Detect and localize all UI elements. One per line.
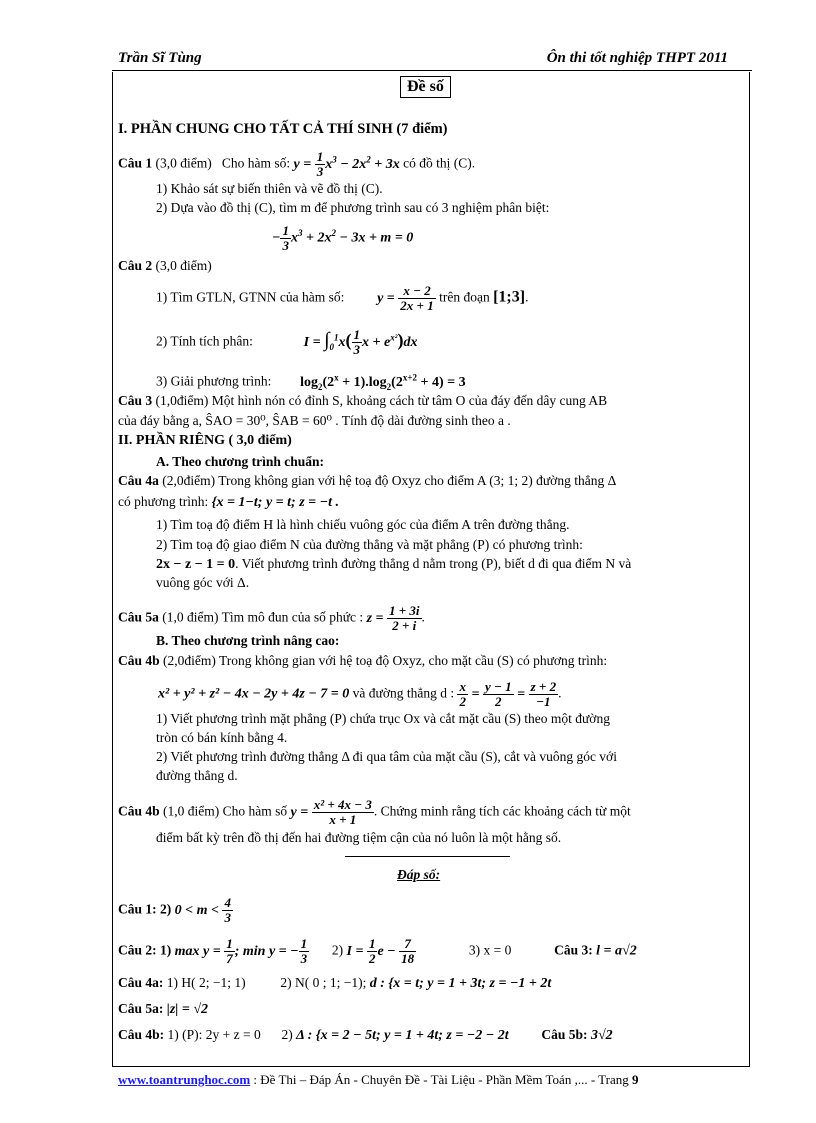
q5b-line2: điểm bất kỳ trên đồ thị đến hai đường tiệm cận của nó luôn là một hằng số. <box>156 830 562 845</box>
q5b-tail: . Chứng minh rằng tích các khoảng cách từ một <box>373 803 631 819</box>
q1-part2: 2) Dựa vào đồ thị (C), tìm m để phương trình sau có 3 nghiệm phân biệt: <box>156 200 550 215</box>
q4b-part1-line2: tròn có bán kính bằng 4. <box>156 730 288 745</box>
q4b-part2-line1: 2) Viết phương trình đường thẳng Δ đi qua tâm của mặt cầu (S), cắt và vuông góc với <box>156 749 617 764</box>
answer-1 <box>118 896 233 925</box>
a5b-label: Câu 5b: <box>541 1027 588 1042</box>
q5b-label: Câu 4b <box>118 803 160 819</box>
a3-value: l = a√2 <box>596 943 637 959</box>
question-2 <box>118 257 212 275</box>
answer-separator <box>345 856 510 857</box>
q1-tail: có đồ thị (C). <box>403 155 476 171</box>
q1-part1: 1) Khảo sát sự biến thiên và vẽ đồ thị (C). <box>156 181 383 196</box>
q2-integral: $I = \int_0^1x$( $\frac{1}{3}$ $x + e^{x^2})dx$ <box>303 327 418 357</box>
q1-intro: Cho hàm số: <box>221 155 291 171</box>
q4a-part2-line1: 2) Tìm toạ độ giao điểm N của đường thẳng và mặt phẳng (P) có phương trình: <box>156 537 583 552</box>
a4a-part1: 1) H( 2; −1; 1) <box>166 975 246 990</box>
a1-value: 0 < m < $\frac{4}{3}$ <box>174 895 231 925</box>
q5a-text: (1,0 điểm) Tìm mô đun của số phức : <box>162 609 364 625</box>
q4b-line2-mid: và đường thẳng d : <box>352 685 455 701</box>
a2-part3: 3) x = 0 <box>468 942 512 958</box>
a5a-value: |z| = √2 <box>166 1002 209 1017</box>
question-5b <box>118 798 631 827</box>
q4a-line2-prefix: có phương trình: <box>118 494 209 509</box>
q2-function: y = $\frac{x - 2}{2x + 1}$ <box>377 283 434 313</box>
q2-part1-tail: trên đoạn <box>439 289 490 305</box>
q4a-part2-line2 <box>156 555 631 574</box>
a5b-value: 3√2 <box>590 1028 613 1043</box>
q4a-part2-line3: vuông góc với Δ. <box>156 575 250 590</box>
q3-line1: (1,0điểm) Một hình nón có đỉnh S, khoảng cách từ tâm O của đáy đến dây cung AB <box>155 393 608 408</box>
q4b-part1-line1: 1) Viết phương trình mặt phẳng (P) chứa trục Ox và cắt mặt cầu (S) theo một đường <box>156 711 610 726</box>
q4a-line-equation: {x = 1−t; y = t; z = −t . <box>211 495 340 510</box>
question-1 <box>118 150 475 179</box>
question-4b <box>118 652 607 670</box>
q4a-label: Câu 4a <box>118 473 159 488</box>
exam-title: Đề số <box>400 76 451 98</box>
footer-text: : Đề Thi – Đáp Án - Chuyên Đề - Tài Liệu - Phần Mềm Toán ,... - Trang <box>253 1072 629 1087</box>
q5b-intro: (1,0 điểm) Cho hàm số <box>163 803 288 819</box>
answers-heading: Đáp số: <box>397 867 441 882</box>
q3-label: Câu 3 <box>118 393 153 408</box>
q4a-line1: (2,0điểm) Trong không gian với hệ toạ độ Oxyz cho điểm A (3; 1; 2) đường thẳng Δ <box>162 473 617 488</box>
q4b-line1: (2,0điểm) Trong không gian với hệ toạ độ Oxyz, cho mặt cầu (S) có phương trình: <box>163 653 608 668</box>
answer-2 <box>118 937 748 966</box>
q2-interval: [1;3] <box>493 288 526 306</box>
part1-heading: I. PHẦN CHUNG CHO TẤT CẢ THÍ SINH (7 điểm) <box>118 121 448 137</box>
page-number: 9 <box>632 1072 639 1087</box>
part2-heading: II. PHẦN RIÊNG ( 3,0 điểm) <box>118 433 292 448</box>
question-3 <box>118 392 607 410</box>
section-b-heading: B. Theo chương trình nâng cao: <box>156 633 340 648</box>
q4b-line-d: $\frac{x}{2}$ = $\frac{y - 1}{2}$ = $\frac{z + 2}{-1}$ <box>459 679 557 709</box>
header-course: Ôn thi tốt nghiệp THPT 2011 <box>546 50 728 66</box>
section-a-heading: A. Theo chương trình chuẩn: <box>156 454 324 469</box>
answer-4b <box>118 1026 613 1045</box>
q1-equation: − $\frac{1}{3}$ $x^3 + 2x^2 - 3x + m = 0$ <box>272 223 414 253</box>
q3-line2: của đáy bằng a, ŜAO = 30⁰, ŜAB = 60⁰ . Tính độ dài đường sinh theo a . <box>118 413 511 428</box>
a4a-label: Câu 4a: <box>118 975 164 990</box>
q1-function: y = $\frac{1}{3}$ $x^3 - 2x^2 + 3x$ <box>293 149 400 179</box>
a1-label: Câu 1: 2) <box>118 901 172 917</box>
q2-part2 <box>156 328 417 357</box>
q4b-line2: x² + y² + z² − 4x − 2y + 4z − 7 = 0 và đường thẳng d : $\frac{x}{2}$ = $\frac{y - 1}{2}$ = $\frac{z + 2}{-1}$ . <box>158 679 562 709</box>
a4a-line-d: d : {x = t; y = 1 + 3t; z = −1 + 2t <box>369 976 552 991</box>
q4b-label: Câu 4b <box>118 653 160 668</box>
q2-part1: 1) Tìm GTLN, GTNN của hàm số: y = $\frac{x - 2}{2x + 1}$ trên đoạn [1;3]. <box>156 283 529 313</box>
q2-part2-text: 2) Tính tích phân: <box>156 333 253 349</box>
q4a-part2-text: . Viết phương trình đường thẳng d nằm trong (P), biết d đi qua điểm N và <box>235 556 632 571</box>
question-5a: Câu 5a (1,0 điểm) Tìm mô đun của số phức : z = $\frac{1 + 3i}{2 + i}$ . <box>118 603 425 633</box>
q5a-label: Câu 5a <box>118 609 159 625</box>
footer-link[interactable]: www.toantrunghoc.com <box>118 1072 251 1087</box>
a4b-part1: 1) (P): 2y + z = 0 <box>167 1027 261 1042</box>
a4b-line-delta: Δ : {x = 2 − 5t; y = 1 + 4t; z = −2 − 2t <box>296 1028 509 1043</box>
question-4a <box>118 472 616 490</box>
a2-label: Câu 2: 1) <box>118 942 172 958</box>
a4b-part2: 2) <box>281 1027 293 1042</box>
q2-log-equation: $\log_2(2^x + 1).\log_2(2^{x+2} + 4) = 3$ <box>300 372 466 392</box>
footer <box>118 1072 639 1088</box>
a5a-label: Câu 5a: <box>118 1001 164 1016</box>
q4a-plane-equation: 2x − z − 1 = 0 <box>156 557 236 572</box>
answer-4a <box>118 974 551 993</box>
q5b-function: y = $\frac{\text{x² + 4x − 3}}{x + 1}$ <box>290 797 372 827</box>
a2-minmax: max y = $\frac{1}{7}$ ; min y = − $\frac{1}{3}$ <box>174 936 308 966</box>
header-rule <box>112 70 752 71</box>
q2-points: (3,0 điểm) <box>155 258 212 273</box>
q2-label: Câu 2 <box>118 258 153 273</box>
a2-part2-label: 2) <box>331 942 344 958</box>
a4a-part2: 2) N( 0 ; 1; −1); <box>280 975 367 990</box>
header-author: Trần Sĩ Tùng <box>118 50 202 66</box>
q4b-sphere-equation: x² + y² + z² − 4x − 2y + 4z − 7 = 0 <box>158 686 350 702</box>
a3-label: Câu 3: <box>554 942 593 958</box>
q1-points: (3,0 điểm) <box>155 155 212 171</box>
q4a-line2 <box>118 493 339 512</box>
q5a-complex: z = $\frac{1 + 3i}{2 + i}$ <box>366 603 420 633</box>
q1-label: Câu 1 <box>118 155 153 171</box>
a4b-label: Câu 4b: <box>118 1027 165 1042</box>
q2-part3-text: 3) Giải phương trình: <box>156 373 272 389</box>
q4a-part1: 1) Tìm toạ độ điểm H là hình chiếu vuông góc của điểm A trên đường thẳng. <box>156 517 570 532</box>
q4b-part2-line2: đường thẳng d. <box>156 768 238 783</box>
answer-5a <box>118 1000 208 1019</box>
a2-integral-value: I = $\frac{1}{2}$ e − $\frac{7}{18}$ <box>346 936 415 966</box>
q2-part1-text: 1) Tìm GTLN, GTNN của hàm số: <box>156 289 345 305</box>
